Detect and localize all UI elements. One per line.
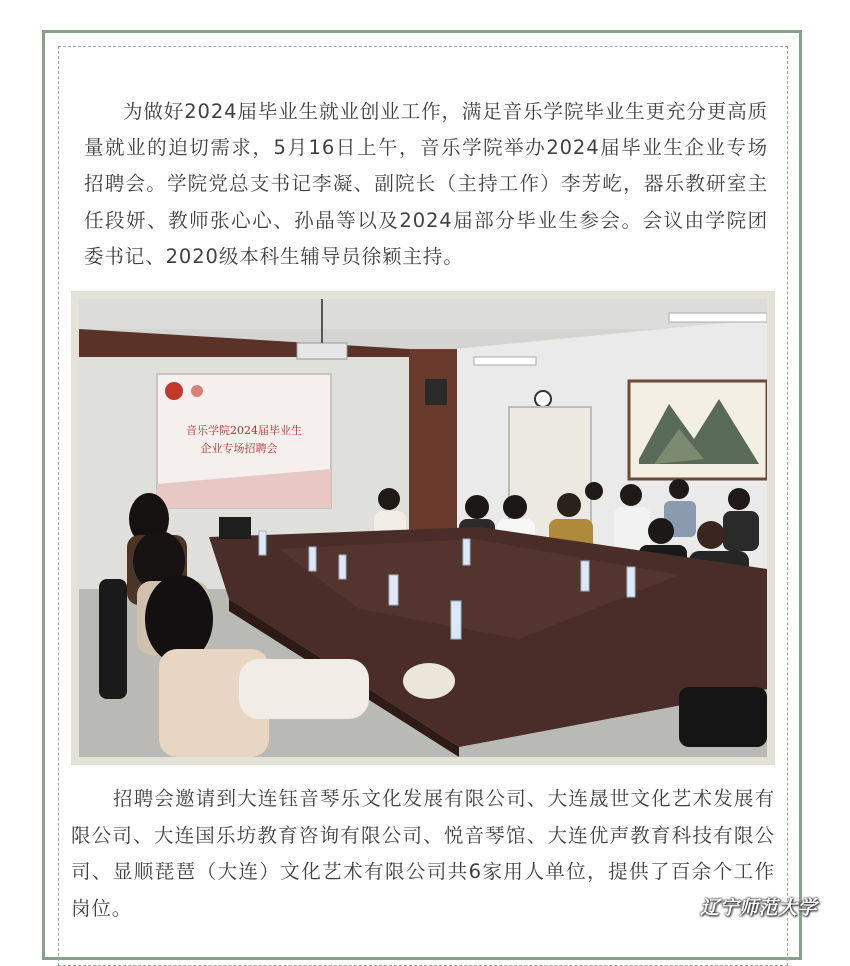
- article-paragraph-1: 为做好2024届毕业生就业创业工作，满足音乐学院毕业生更充分更高质量就业的迫切需求，5月16日上午，音乐学院举办2024届毕业生企业专场招聘会。学院党总支书记李凝、副院长（主持工作）李芳屹，器乐教研室主任段妍、教师张心心、孙晶等以及2024届部分毕业生参会。会议由学院团委书记、2020级本科生辅导员徐颖主持。: [84, 100, 768, 268]
- meeting-photo-frame: [71, 291, 775, 765]
- university-watermark: 辽宁师范大学: [700, 897, 818, 919]
- article-paragraph-2: 招聘会邀请到大连钰音琴乐文化发展有限公司、大连晟世文化艺术发展有限公司、大连国乐坊教育咨询有限公司、悦音琴馆、大连优声教育科技有限公司、显顺琵琶（大连）文化艺术有限公司共6家用人单位，提供了百余个工作岗位。: [71, 787, 775, 920]
- screen-text-line1: 音乐学院2024届毕业生: [186, 424, 302, 437]
- screen-text-line2: 企业专场招聘会: [200, 442, 278, 455]
- meeting-photo: [79, 299, 767, 757]
